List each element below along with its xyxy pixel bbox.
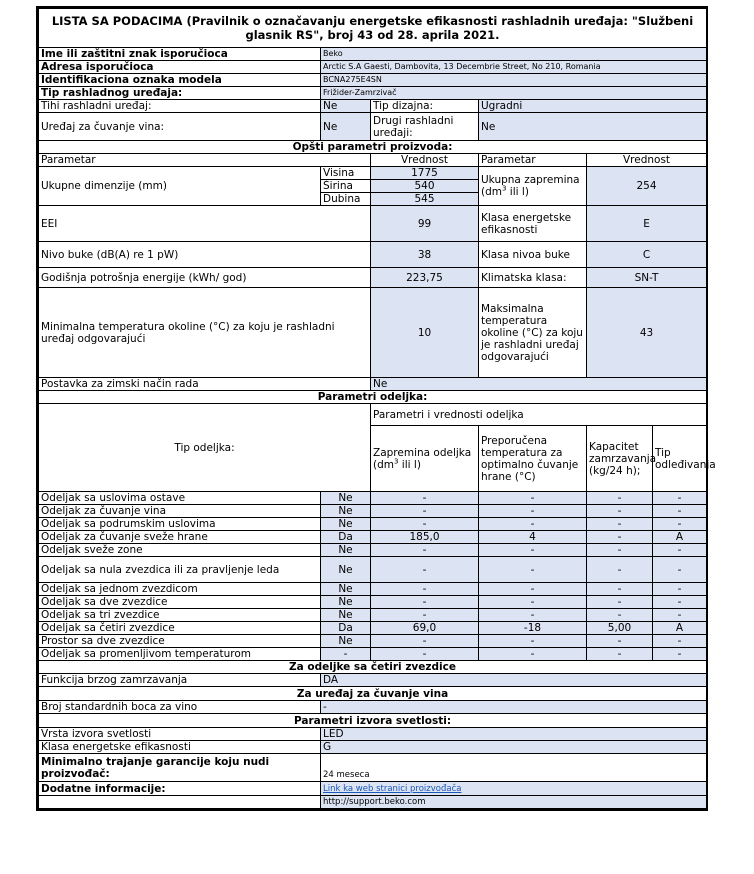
compartment-row: [39, 505, 707, 518]
depth-value: 545: [371, 193, 479, 206]
light-class-label: Klasa energetske efikasnosti: [39, 741, 321, 754]
noise-value: 38: [371, 242, 479, 268]
compartment-temp: -: [479, 518, 587, 531]
model-value: BCNA275E4SN: [321, 74, 707, 87]
general-params-header: Opšti parametri proizvoda:: [39, 141, 707, 154]
compartment-temp: -18: [479, 622, 587, 635]
energy-class-label: Klasa energetske efikasnosti: [479, 206, 587, 242]
compartment-defrost: -: [653, 635, 707, 648]
compartment-defrost: -: [653, 492, 707, 505]
compartment-volume: -: [371, 505, 479, 518]
light-source-header: Parametri izvora svetlosti:: [39, 714, 707, 728]
compartment-name: Odeljak sa uslovima ostave: [39, 492, 321, 505]
compartment-defrost: -: [653, 583, 707, 596]
compartment-row: [39, 492, 707, 505]
other-appliances-value: Ne: [479, 113, 707, 141]
compartment-temp: 4: [479, 531, 587, 544]
compartment-temp: -: [479, 596, 587, 609]
total-volume-value: 254: [587, 167, 707, 206]
compartment-capacity: -: [587, 531, 653, 544]
quiet-label: Tihi rashladni uređaj:: [39, 100, 321, 113]
light-class-value: G: [321, 741, 707, 754]
compartment-row: [39, 648, 707, 661]
compartment-volume-header: Zapremina odeljka ($dm^3$ ili l): [371, 426, 479, 492]
height-value: 1775: [371, 167, 479, 180]
compartment-name: Odeljak za čuvanje vina: [39, 505, 321, 518]
compartment-params-header: Parametri odeljka:: [39, 391, 707, 404]
compartment-name: Odeljak sa tri zvezdice: [39, 609, 321, 622]
compartment-volume: -: [371, 648, 479, 661]
col-param-right: Parametar: [479, 154, 587, 167]
depth-label: Dubina: [321, 193, 371, 206]
compartment-temp: -: [479, 544, 587, 557]
annual-energy-value: 223,75: [371, 268, 479, 288]
compartment-name: Prostor sa dve zvezdice: [39, 635, 321, 648]
compartment-capacity: -: [587, 596, 653, 609]
compartment-capacity: -: [587, 609, 653, 622]
fast-freeze-label: Funkcija brzog zamrzavanja: [39, 674, 321, 687]
compartment-capacity: -: [587, 544, 653, 557]
compartment-row: [39, 518, 707, 531]
compartment-volume: 69,0: [371, 622, 479, 635]
wine-bottles-label: Broj standardnih boca za vino: [39, 701, 321, 714]
compartment-name: Odeljak sa promenljivom temperaturom: [39, 648, 321, 661]
compartment-name: Odeljak sa podrumskim uslovima: [39, 518, 321, 531]
winter-mode-value: Ne: [371, 378, 707, 391]
supplier-address-value: Arctic S.A Gaesti, Dambovita, 13 Decembrie Street, No 210, Romania: [321, 61, 707, 74]
noise-label: Nivo buke (dB(A) re 1 pW): [39, 242, 371, 268]
compartment-row: [39, 635, 707, 648]
total-volume-label: Ukupna zapremina ($dm^3$ ili l): [479, 167, 587, 206]
min-temp-value: 10: [371, 288, 479, 378]
wine-bottles-value: -: [321, 701, 707, 714]
eei-label: EEI: [39, 206, 371, 242]
compartment-capacity: -: [587, 492, 653, 505]
eei-value: 99: [371, 206, 479, 242]
compartment-defrost: A: [653, 622, 707, 635]
wine-section-header: Za uređaj za čuvanje vina: [39, 687, 707, 701]
col-param-left: Parametar: [39, 154, 371, 167]
compartment-volume: -: [371, 492, 479, 505]
max-temp-label: Maksimalna temperatura okoline (°C) za koju je rashladni uređaj odgovarajući: [479, 288, 587, 378]
width-label: Širina: [321, 180, 371, 193]
freezing-capacity-header: Kapacitet zamrzavanja (kg/24 h);: [587, 426, 653, 492]
climate-class-label: Klimatska klasa:: [479, 268, 587, 288]
compartment-defrost: -: [653, 518, 707, 531]
warranty-label: Minimalno trajanje garancije koju nudi proizvođač:: [39, 754, 321, 782]
compartment-row: [39, 596, 707, 609]
compartment-row: [39, 544, 707, 557]
winter-mode-label: Postavka za zimski način rada: [39, 378, 371, 391]
compartment-present: Ne: [321, 505, 371, 518]
appliance-type-value: Frižider-Zamrzivač: [321, 87, 707, 100]
compartment-defrost: -: [653, 648, 707, 661]
light-type-value: LED: [321, 728, 707, 741]
info-spacer: [39, 796, 321, 809]
compartment-row: [39, 531, 707, 544]
compartment-volume: -: [371, 544, 479, 557]
compartment-present: -: [321, 648, 371, 661]
compartment-volume: -: [371, 596, 479, 609]
energy-class-value: E: [587, 206, 707, 242]
compartment-defrost: -: [653, 596, 707, 609]
noise-class-label: Klasa nivoa buke: [479, 242, 587, 268]
page-title: LISTA SA PODACIMA (Pravilnik o označavanju energetske efikasnosti rashladnih uređaja: "Službeni glasnik RS", broj 43 od 28. aprila 2021.: [39, 9, 707, 48]
compartment-present: Ne: [321, 518, 371, 531]
data-sheet: [36, 6, 716, 811]
compartment-params-label: Parametri i vrednosti odeljka: [371, 404, 707, 426]
appliance-type-label: Tip rashladnog uređaja:: [39, 87, 321, 100]
compartment-defrost: -: [653, 609, 707, 622]
quiet-value: Ne: [321, 100, 371, 113]
compartment-capacity: -: [587, 583, 653, 596]
wine-label: Uređaj za čuvanje vina:: [39, 113, 321, 141]
compartment-present: Ne: [321, 596, 371, 609]
compartment-volume: -: [371, 583, 479, 596]
compartment-volume: -: [371, 635, 479, 648]
compartment-name: Odeljak sa četiri zvezdice: [39, 622, 321, 635]
supplier-address-label: Adresa isporučioca: [39, 61, 321, 74]
compartment-rows: [39, 492, 707, 661]
warranty-value: 24 meseca: [321, 754, 707, 782]
compartment-type-label: Tip odeljka:: [39, 404, 371, 492]
compartment-row: [39, 583, 707, 596]
compartment-name: Odeljak sa nula zvezdica ili za pravljenje leda: [39, 557, 321, 583]
width-value: 540: [371, 180, 479, 193]
compartment-name: Odeljak sa dve zvezdice: [39, 596, 321, 609]
model-label: Identifikaciona oznaka modela: [39, 74, 321, 87]
design-label: Tip dizajna:: [371, 100, 479, 113]
compartment-row: [39, 557, 707, 583]
compartment-capacity: -: [587, 635, 653, 648]
compartment-volume: -: [371, 518, 479, 531]
fast-freeze-value: DA: [321, 674, 707, 687]
compartment-temp: -: [479, 583, 587, 596]
defrost-type-header: Tip odleđivanja: [653, 426, 707, 492]
height-label: Visina: [321, 167, 371, 180]
noise-class-value: C: [587, 242, 707, 268]
compartment-present: Ne: [321, 609, 371, 622]
max-temp-value: 43: [587, 288, 707, 378]
other-appliances-label: Drugi rashladni uređaji:: [371, 113, 479, 141]
compartment-present: Da: [321, 622, 371, 635]
compartment-name: Odeljak za čuvanje sveže hrane: [39, 531, 321, 544]
col-value-left: Vrednost: [371, 154, 479, 167]
dimensions-label: Ukupne dimenzije (mm): [39, 167, 321, 206]
compartment-present: Ne: [321, 557, 371, 583]
compartment-temp-header: Preporučena temperatura za optimalno čuvanje hrane (°C): [479, 426, 587, 492]
light-type-label: Vrsta izvora svetlosti: [39, 728, 321, 741]
compartment-volume: -: [371, 557, 479, 583]
compartment-name: Odeljak sveže zone: [39, 544, 321, 557]
compartment-capacity: 5,00: [587, 622, 653, 635]
compartment-defrost: -: [653, 557, 707, 583]
compartment-capacity: -: [587, 518, 653, 531]
compartment-temp: -: [479, 492, 587, 505]
design-value: Ugradni: [479, 100, 707, 113]
compartment-defrost: -: [653, 505, 707, 518]
col-value-right: Vrednost: [587, 154, 707, 167]
compartment-temp: -: [479, 557, 587, 583]
compartment-name: Odeljak sa jednom zvezdicom: [39, 583, 321, 596]
compartment-present: Ne: [321, 544, 371, 557]
climate-class-value: SN-T: [587, 268, 707, 288]
compartment-capacity: -: [587, 505, 653, 518]
four-star-header: Za odeljke sa četiri zvezdice: [39, 661, 707, 674]
supplier-name-value: Beko: [321, 48, 707, 61]
manufacturer-website-link[interactable]: Link ka web stranici proizvođača: [323, 784, 462, 794]
compartment-temp: -: [479, 648, 587, 661]
compartment-row: [39, 609, 707, 622]
compartment-defrost: A: [653, 531, 707, 544]
compartment-volume: -: [371, 609, 479, 622]
datasheet-table: [38, 8, 716, 809]
wine-value: Ne: [321, 113, 371, 141]
compartment-temp: -: [479, 505, 587, 518]
annual-energy-label: Godišnja potrošnja energije (kWh/ god): [39, 268, 371, 288]
supplier-name-label: Ime ili zaštitni znak isporučioca: [39, 48, 321, 61]
compartment-temp: -: [479, 609, 587, 622]
support-url[interactable]: http://support.beko.com: [321, 796, 707, 809]
compartment-present: Ne: [321, 492, 371, 505]
compartment-capacity: -: [587, 648, 653, 661]
compartment-capacity: -: [587, 557, 653, 583]
compartment-present: Ne: [321, 583, 371, 596]
compartment-row: [39, 622, 707, 635]
additional-info-label: Dodatne informacije:: [39, 782, 321, 796]
compartment-present: Ne: [321, 635, 371, 648]
compartment-present: Da: [321, 531, 371, 544]
compartment-volume: 185,0: [371, 531, 479, 544]
compartment-temp: -: [479, 635, 587, 648]
compartment-defrost: -: [653, 544, 707, 557]
min-temp-label: Minimalna temperatura okoline (°C) za koju je rashladni uređaj odgovarajući: [39, 288, 371, 378]
